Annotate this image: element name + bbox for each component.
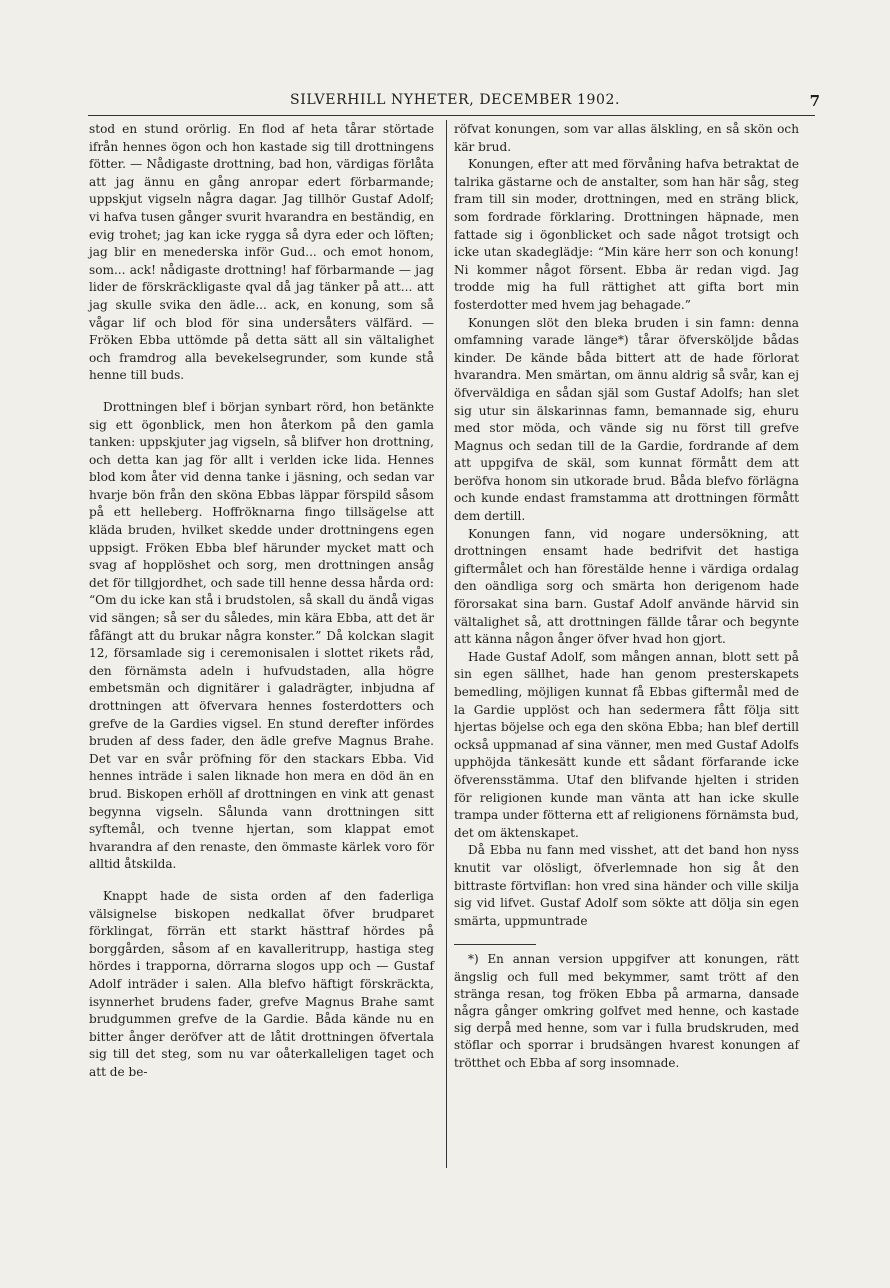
header-rule	[88, 115, 815, 116]
right-paragraph-3: Konungen slöt den bleka bruden i sin famn: denna omfamning varade länge*) tårar öfversköljde bådas kinder. De kände båda bittert att de hade förlorat hvarandra. Men smärtan, om ännu aldrig så svår, kan ej öfverväldiga en sådan själ som Gustaf Adolfs; han slet sig utur sin älskarinnas famn, bemannade sig, ehuru med stor möda, och vände sig nu först till grefve Magnus och sedan till de la Gardie, fordrande af dem att uppgifva de skäl, som kunnat förmått dem att beröfva honom sin utkorade brud. Båda blefvo förlägna och kunde endast framstamma att drottningen förmått dem dertill.	[454, 315, 799, 524]
left-column	[89, 121, 434, 1081]
header-title: SILVERHILL NYHETER, DECEMBER 1902.	[290, 92, 621, 108]
right-column	[454, 121, 799, 1072]
page-header	[60, 92, 820, 112]
right-paragraph-5: Hade Gustaf Adolf, som mången annan, blott sett på sin egen sällhet, hade han genom presterskapets bemedling, möjligen kunnat få Ebbas giftermål med de la Gardie upplöst och han sedermera fått följa sitt hjertas böjelse och ega den sköna Ebba; han blef dertill också uppmanad af sina vänner, men med Gustaf Adolfs upphöjda tänkesätt kunde ett sådant förfarande icke öfverensstämma. Utaf den blifvande hjelten i striden för religionen kunde man vänta att han icke skulle trampa under fötterna ett af religionens förnämsta bud, det om äktenskapet.	[454, 649, 799, 840]
page-number: 7	[809, 92, 820, 110]
column-divider	[446, 120, 447, 1168]
right-paragraph-1: röfvat konungen, som var allas älskling, en så skön och kär brud.	[454, 122, 799, 154]
right-paragraph-2: Konungen, efter att med förvåning hafva betraktat de talrika gästarne och de anstalter, som han här såg, steg fram till sin moder, drottningen, med en sträng blick, som fordrade förklaring. Drottningen häpnade, men fattade sig i ögonblicket och sade något trotsigt och icke utan skadeglädje: “Min käre herr son och konung! Ni kommer något försent. Ebba är redan vigd. Jag trodde mig ha full rättighet att gifta bort min fosterdotter med hvem jag behagade.”	[454, 157, 799, 312]
left-paragraph-1: stod en stund orörlig. En flod af heta tårar störtade ifrån hennes ögon och hon kastade sig till drottningens fötter. — Nådigaste drottning, bad hon, värdigas förlåta att jag ännu en gång anropar edert förbarmande; uppskjut vigseln några dagar. Jag tillhör Gustaf Adolf; vi hafva tusen gånger svurit hvarandra en beständig, en evig trohet; jag kan icke rygga så dyra eder och löften; jag blir en menederska inför Gud... och emot honom, som... ack! nådigaste drottning! haf förbarmande — jag lider de förskräckligaste qval då jag tänker på att... att jag skulle svika den ädle... ack, en konung, som så vågar lif och blod för sina undersåters välfärd. — Fröken Ebba uttömde på detta sätt all sin vältalighet och framdrog alla bevekelsegrunder, som kunde stå henne till buds.	[89, 122, 434, 383]
right-paragraph-6: Då Ebba nu fann med visshet, att det band hon nyss knutit var olösligt, öfverlemnade hon sig åt den bittraste förtviflan: hon vred sina händer och ville skilja sig vid lifvet. Gustaf Adolf som sökte att dölja sin egen smärta, uppmuntrade	[454, 843, 799, 928]
left-paragraph-3: Knappt hade de sista orden af den faderliga välsignelse biskopen nedkallat öfver brudparet förklingat, förrän ett starkt hästtraf hördes på borggården, såsom af en kavalleritrupp, hastiga steg hördes i trapporna, dörrarna slogos upp och — Gustaf Adolf inträder i salen. Alla blefvo häftigt förskräckta, isynnerhet brudens fader, grefve Magnus Brahe samt brudgummen grefve de la Gardie. Båda kände nu en bitter ånger deröfver att de låtit drottningen öfvertala sig till det steg, som nu var oåterkalleligen taget och att de be-	[89, 888, 434, 1079]
footnote-rule	[454, 944, 536, 945]
footnote: *) En annan version uppgifver att konungen, rätt ängslig och full med bekymmer, samt trött af den stränga resan, tog fröken Ebba på armarna, dansade några gånger omkring golfvet med henne, och kastade sig derpå med henne, som var i fulla brudskruden, med stöflar och sporrar i brudsängen hvarest konungen af trötthet och Ebba af sorg insomnade.	[454, 952, 799, 1070]
left-paragraph-2: Drottningen blef i början synbart rörd, hon betänkte sig ett ögonblick, men hon återkom på den gamla tanken: uppskjuter jag vigseln, så blifver hon drottning, och detta kan jag för allt i verlden icke lida. Hennes blod kom åter vid denna tanke i jäsning, och sedan var hvarje bön från den sköna Ebbas läppar förspild såsom på ett helleberg. Hoffröknarna fingo tillsägelse att kläda bruden, hvilket skedde under drottningens egen uppsigt. Fröken Ebba blef härunder mycket matt och svag af hopplöshet och sorg, men drottningen ansåg det för tillgjordhet, och sade till henne dessa hårda ord: “Om du icke kan stå i brudstolen, så skall du ändå vigas vid sängen; så ser du således, min kära Ebba, att det är fåfängt att du brukar några konster.” Då kolckan slagit 12, församlade sig i ceremonisalen i slottet rikets råd, den förnämsta adeln i hufvudstaden, alla högre embetsmän och dignitärer i galadrägter, inbjudna af drottningen att öfvervara hennes fosterdotters och grefve de la Gardies vigsel. En stund derefter infördes bruden af dess fader, den ädle grefve Magnus Brahe. Det var en svår pröfning för den stackars Ebba. Vid hennes inträde i salen liknade hon mera en död än en brud. Biskopen erhöll af drottningen en vink att genast begynna vigseln. Sålunda vann drottningen sitt syftemål, och tvenne hjertan, som klappat emot hvarandra af den renaste, den ömmaste kärlek voro för alltid åtskilda.	[89, 399, 434, 872]
right-paragraph-4: Konungen fann, vid nogare undersökning, att drottningen ensamt hade bedrifvit det hastiga giftermålet och han förestälde henne i värdiga ordalag den oändliga sorg och smärta hon derigenom hade förorsakat sina barn. Gustaf Adolf använde härvid sin vältalighet så, att drottningen fällde tårar och begynte att känna någon ånger öfver hvad hon gjort.	[454, 526, 799, 647]
